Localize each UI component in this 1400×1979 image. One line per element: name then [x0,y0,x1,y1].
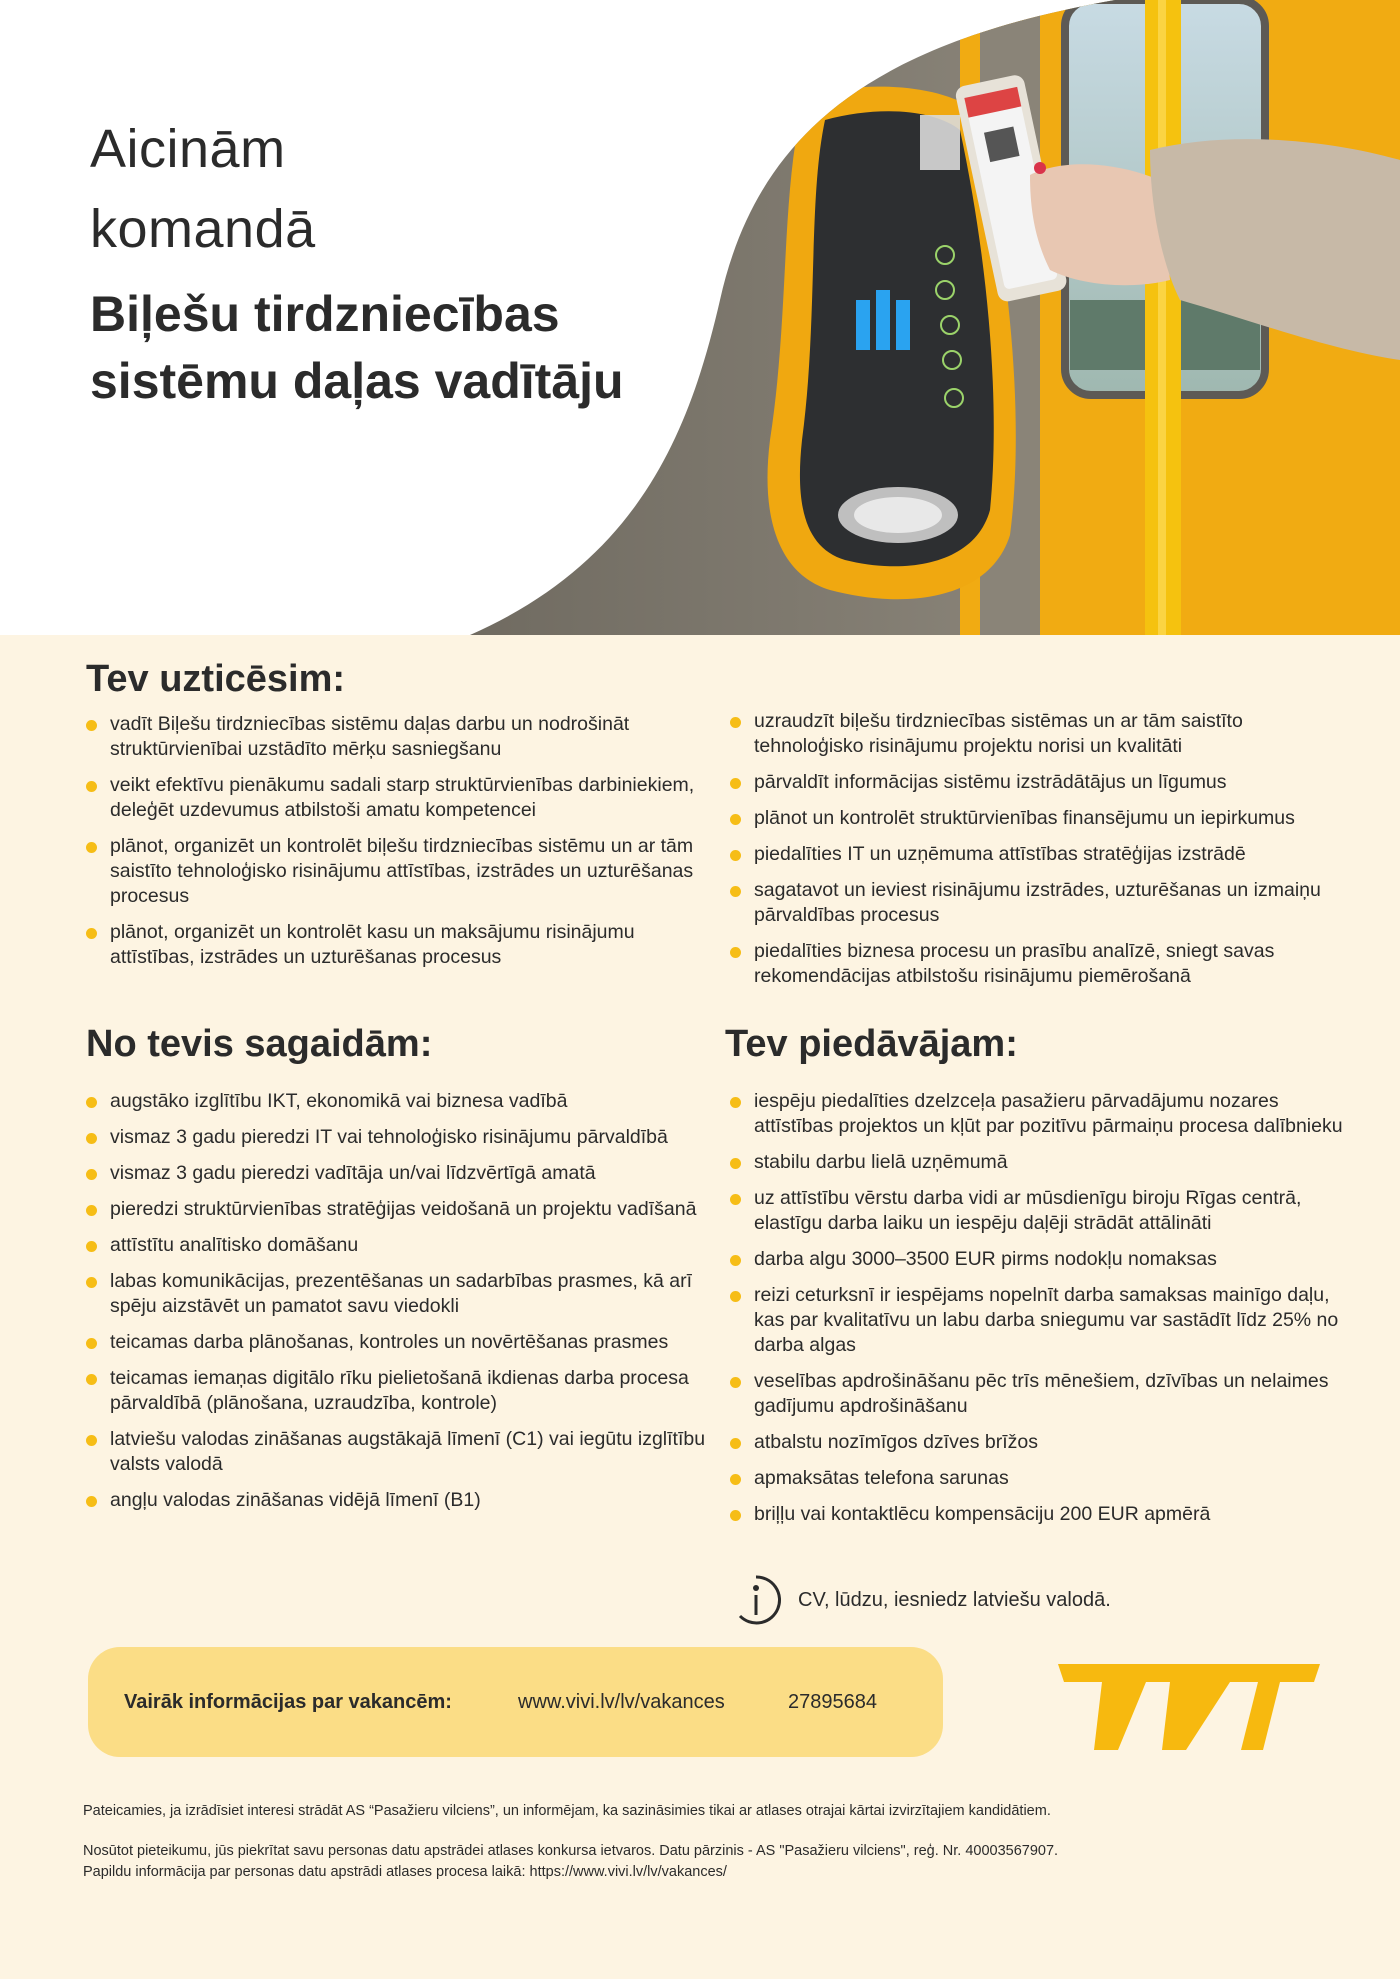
list-item [86,1197,706,1222]
bullet-icon [86,1277,97,1288]
bullet-icon [86,1205,97,1216]
bullet-icon [730,814,741,825]
responsibilities-list-left [86,712,706,981]
list-item-text: apmaksātas telefona sarunas [754,1467,1009,1489]
logo-text: VIVI [1189,1720,1191,1721]
footer-thanks: Pateicamies, ja izrādīsiet interesi strādāt AS “Pasažieru vilciens”, un informējam, ka sazināsimies tikai ar atlases otrajai kārtai izvirzītajiem kandidātiem. [83,1803,1051,1819]
list-item-text: darba algu 3000–3500 EUR pirms nodokļu nomaksas [754,1248,1217,1270]
list-item-text: reizi ceturksnī ir iespējams nopelnīt darba samaksas mainīgo daļu, kas par kvalitatīvu un labu darba sniegumu var sastādīt līdz 25% no darba algas [754,1284,1339,1356]
cv-language-note [730,1575,1111,1625]
list-item-text: pieredzi struktūrvienības stratēģijas veidošanā un projektu vadīšanā [110,1198,697,1220]
list-item-text: vadīt Biļešu tirdzniecības sistēmu daļas darbu un nodrošināt struktūrvienībai uzstādīto mērķu sasniegšanu [110,713,630,760]
vivi-logo [1058,1662,1320,1752]
list-item-text: piedalīties biznesa procesu un prasību analīzē, sniegt savas rekomendācijas atbilstošu risinājumu piemērošanā [754,940,1275,987]
bullet-icon [86,1338,97,1349]
contact-box [88,1647,943,1757]
bullet-icon [86,842,97,853]
bullet-icon [730,1377,741,1388]
bullet-icon [730,1097,741,1108]
list-item-text: plānot, organizēt un kontrolēt biļešu tirdzniecības sistēmu un ar tām saistīto tehnoloģisko risinājumu attīstības, izstrādes un uzturēšanas procesus [110,835,694,907]
list-item [86,1427,706,1477]
bullet-icon [730,1194,741,1205]
bullet-icon [86,781,97,792]
list-item-text: labas komunikācijas, prezentēšanas un sadarbības prasmes, kā arī spēju aizstāvēt un pamatot savu viedokli [110,1270,693,1317]
list-item [730,709,1350,759]
bullet-icon [730,1291,741,1302]
bullet-icon [730,1474,741,1485]
requirements-list [86,1089,706,1524]
list-item [730,1247,1350,1272]
bullet-icon [86,1169,97,1180]
bullet-icon [86,720,97,731]
list-item-text: piedalīties IT un uzņēmuma attīstības stratēģijas izstrādē [754,843,1246,865]
title-line-1: Aicinām [90,119,286,179]
list-item [730,1186,1350,1236]
list-item-text: sagatavot un ieviest risinājumu izstrādes, uzturēšanas un izmaiņu pārvaldības procesus [754,879,1321,926]
list-item-text: veikt efektīvu pienākumu sadali starp struktūrvienības darbiniekiem, deleģēt uzdevumus atbilstoši amatu kompetencei [110,774,695,821]
list-item-text: briļļu vai kontaktlēcu kompensāciju 200 EUR apmērā [754,1503,1211,1525]
list-item [86,1330,706,1355]
list-item [730,806,1350,831]
responsibilities-list-right [730,709,1350,1000]
list-item-text: uzraudzīt biļešu tirdzniecības sistēmas un ar tām saistīto tehnoloģisko risinājumu projektu norisi un kvalitāti [754,710,1243,757]
list-item [730,1369,1350,1419]
list-item-text: pārvaldīt informācijas sistēmu izstrādātājus un līgumus [754,771,1227,793]
list-item-text: latviešu valodas zināšanas augstākajā līmenī (C1) vai iegūtu izglītību valsts valodā [110,1428,706,1475]
list-item-text: teicamas iemaņas digitālo rīku pielietošanā ikdienas darba procesa pārvaldībā (plānošana, uzraudzība, kontrole) [110,1367,689,1414]
bullet-icon [86,928,97,939]
hero-section [0,0,1400,635]
cv-note-text: CV, lūdzu, iesniedz latviešu valodā. [798,1588,1111,1611]
list-item [86,1161,706,1186]
title-line-2: komandā [90,199,316,259]
list-item [730,939,1350,989]
position-title-line-1: Biļešu tirdzniecības [90,286,560,342]
list-item [86,920,706,970]
requirements-title: No tevis sagaidām: [86,1023,433,1065]
bullet-icon [730,947,741,958]
bullet-icon [730,1438,741,1449]
list-item-text: attīstītu analītisko domāšanu [110,1234,359,1256]
list-item-text: augstāko izglītību IKT, ekonomikā vai biznesa vadībā [110,1090,568,1112]
bullet-icon [86,1133,97,1144]
bullet-icon [86,1496,97,1507]
responsibilities-title: Tev uzticēsim: [86,658,346,700]
list-item-text: vismaz 3 gadu pieredzi vadītāja un/vai līdzvērtīgā amatā [110,1162,596,1184]
bullet-icon [730,850,741,861]
list-item [86,1089,706,1114]
list-item-text: vismaz 3 gadu pieredzi IT vai tehnoloģisko risinājumu pārvaldībā [110,1126,668,1148]
bullet-icon [730,1158,741,1169]
offer-list [730,1089,1350,1538]
list-item-text: teicamas darba plānošanas, kontroles un novērtēšanas prasmes [110,1331,669,1353]
list-item [86,1233,706,1258]
list-item [86,1125,706,1150]
contact-phone[interactable]: 27895684 [788,1691,877,1713]
list-item [730,1150,1350,1175]
bullet-icon [730,1510,741,1521]
footer-consent: Nosūtot pieteikumu, jūs piekrītat savu personas datu apstrādei atlases konkursa ietvaros. Datu pārzinis - AS "Pasažieru vilciens", reģ. Nr. 40003567907. [83,1843,1059,1859]
bullet-icon [730,778,741,789]
list-item [730,842,1350,867]
list-item-text: plānot un kontrolēt struktūrvienības finansējumu un iepirkumus [754,807,1295,829]
list-item [730,1283,1350,1358]
list-item [730,878,1350,928]
bullet-icon [86,1435,97,1446]
list-item-text: plānot, organizēt un kontrolēt kasu un maksājumu risinājumu attīstības, izstrādes un uzturēšanas procesus [110,921,635,968]
list-item [730,1502,1350,1527]
list-item-text: angļu valodas zināšanas vidējā līmenī (B1) [110,1489,481,1511]
list-item [86,712,706,762]
list-item [86,1488,706,1513]
list-item [730,1430,1350,1455]
list-item-text: atbalstu nozīmīgos dzīves brīžos [754,1431,1038,1453]
list-item [730,1466,1350,1491]
position-title-line-2: sistēmu daļas vadītāju [90,353,624,409]
list-item [86,773,706,823]
list-item-text: uz attīstību vērstu darba vidi ar mūsdienīgu biroju Rīgas centrā, elastīgu darba laiku un iespēju daļēji strādāt attālināti [754,1187,1302,1234]
bullet-icon [730,886,741,897]
list-item [730,1089,1350,1139]
bullet-icon [86,1374,97,1385]
footer-privacy-info: Papildu informācija par personas datu apstrādi atlases procesa laikā: https://www.vivi.lv/lv/vakances/ [83,1864,727,1880]
list-item [86,1269,706,1319]
vacancies-link[interactable]: www.vivi.lv/lv/vakances [518,1691,725,1713]
list-item-text: iespēju piedalīties dzelzceļa pasažieru pārvadājumu nozares attīstības projektos un kļūt par pozitīvu pārmaiņu procesa dalībnieku [754,1090,1343,1137]
offer-title: Tev piedāvājam: [725,1023,1018,1065]
list-item [86,1366,706,1416]
list-item [730,770,1350,795]
list-item-text: veselības apdrošināšanu pēc trīs mēnešiem, dzīvības un nelaimes gadījumu apdrošināšanu [754,1370,1329,1417]
contact-label: Vairāk informācijas par vakancēm: [124,1691,452,1713]
list-item [86,834,706,909]
info-icon [730,1574,782,1626]
bullet-icon [730,717,741,728]
list-item-text: stabilu darbu lielā uzņēmumā [754,1151,1008,1173]
bullet-icon [86,1097,97,1108]
bullet-icon [86,1241,97,1252]
bullet-icon [730,1255,741,1266]
